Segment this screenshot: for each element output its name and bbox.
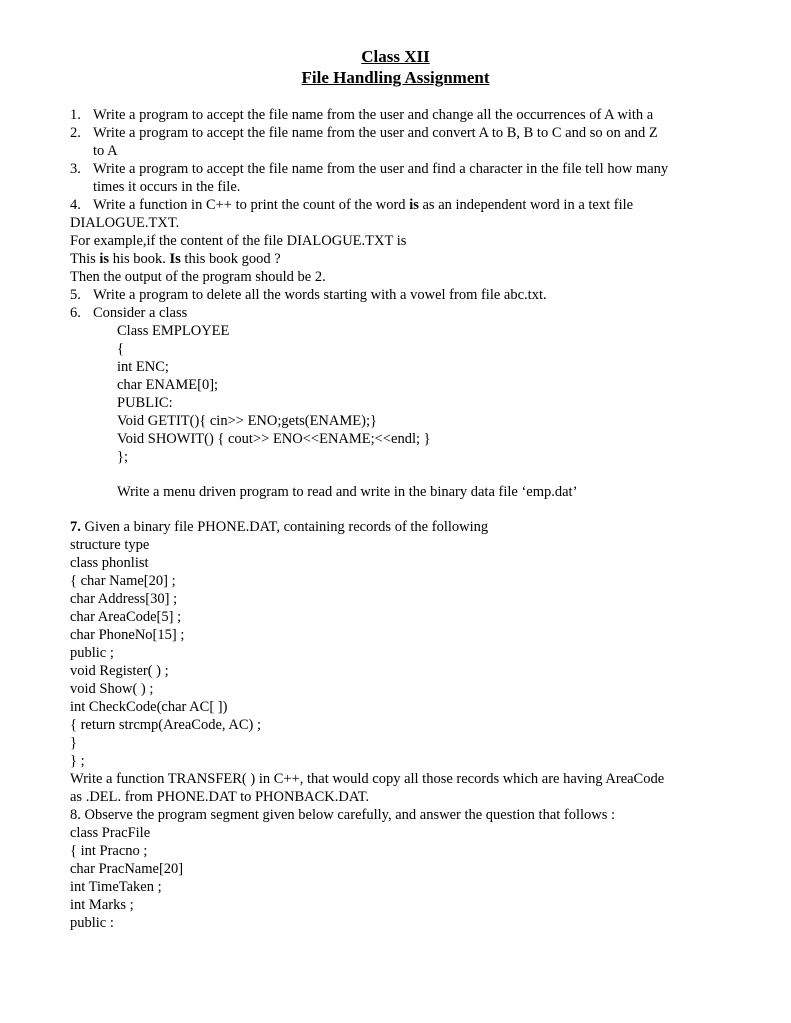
code-line: Class EMPLOYEE — [117, 323, 230, 339]
q7-text: 7. Given a binary file PHONE.DAT, containing records of the following — [70, 519, 489, 535]
code-line: { char Name[20] ; — [70, 573, 176, 589]
code-line: public : — [70, 915, 114, 931]
q2-text: Write a program to accept the file name from the user and convert A to B, B to C and so on and Z — [93, 125, 658, 141]
code-line: int ENC; — [117, 359, 169, 375]
page-subtitle: File Handling Assignment — [301, 68, 490, 87]
q1-text: Write a program to accept the file name from the user and change all the occurrences of A with a — [93, 107, 654, 123]
q4-number: 4. — [70, 197, 81, 213]
code-line: char PracName[20] — [70, 861, 184, 877]
code-line: Void GETIT(){ cin>> ENO;gets(ENAME);} — [117, 413, 377, 429]
code-line: int TimeTaken ; — [70, 879, 162, 895]
code-line: char PhoneNo[15] ; — [70, 627, 185, 643]
code-line: }; — [117, 449, 128, 465]
q3-text: Write a program to accept the file name from the user and find a character in the file tell how many — [93, 161, 669, 177]
q7-task: Write a function TRANSFER( ) in C++, that would copy all those records which are having AreaCode — [70, 771, 665, 787]
q1-number: 1. — [70, 107, 81, 123]
code-line: int CheckCode(char AC[ ]) — [70, 699, 228, 715]
q5-text: Write a program to delete all the words starting with a vowel from file abc.txt. — [93, 287, 547, 303]
code-line: { — [117, 341, 124, 357]
code-line: char ENAME[0]; — [117, 377, 219, 393]
code-line: public ; — [70, 645, 114, 661]
q6-number: 6. — [70, 305, 81, 321]
q8-text: 8. Observe the program segment given below carefully, and answer the question that follows : — [70, 807, 616, 823]
code-line: class PracFile — [70, 825, 151, 841]
code-line: Void SHOWIT() { cout>> ENO<<ENAME;<<endl; } — [117, 431, 431, 447]
code-line: int Marks ; — [70, 897, 134, 913]
q3-number: 3. — [70, 161, 81, 177]
code-line: class phonlist — [70, 555, 149, 571]
q3-text-cont: times it occurs in the file. — [93, 179, 241, 195]
page-title: Class XII — [361, 47, 430, 66]
code-line: } — [70, 735, 77, 751]
q4-keyword: is — [409, 197, 419, 213]
q7-number: 7. — [70, 519, 81, 535]
code-line: structure type — [70, 537, 150, 553]
code-line: void Show( ) ; — [70, 681, 154, 697]
q4-text: Write a function in C++ to print the count of the word is as an independent word in a text file — [93, 197, 634, 213]
q4-filename: DIALOGUE.TXT. — [70, 215, 180, 231]
q4-example-content: This is his book. Is this book good ? — [70, 251, 281, 267]
code-line: { return strcmp(AreaCode, AC) ; — [70, 717, 261, 733]
code-line: char Address[30] ; — [70, 591, 178, 607]
q5-number: 5. — [70, 287, 81, 303]
code-line: PUBLIC: — [117, 395, 173, 411]
q4-expected-output: Then the output of the program should be 2. — [70, 269, 326, 285]
code-line: } ; — [70, 753, 85, 769]
q7-task-cont: as .DEL. from PHONE.DAT to PHONBACK.DAT. — [70, 789, 370, 805]
q4-example-intro: For example,if the content of the file DIALOGUE.TXT is — [70, 233, 407, 249]
code-line: { int Pracno ; — [70, 843, 148, 859]
q2-number: 2. — [70, 125, 81, 141]
code-line: char AreaCode[5] ; — [70, 609, 182, 625]
code-line: void Register( ) ; — [70, 663, 169, 679]
q6-task: Write a menu driven program to read and write in the binary data file ‘emp.dat’ — [117, 484, 578, 500]
q6-text: Consider a class — [93, 305, 188, 321]
q2-text-cont: to A — [93, 143, 118, 159]
